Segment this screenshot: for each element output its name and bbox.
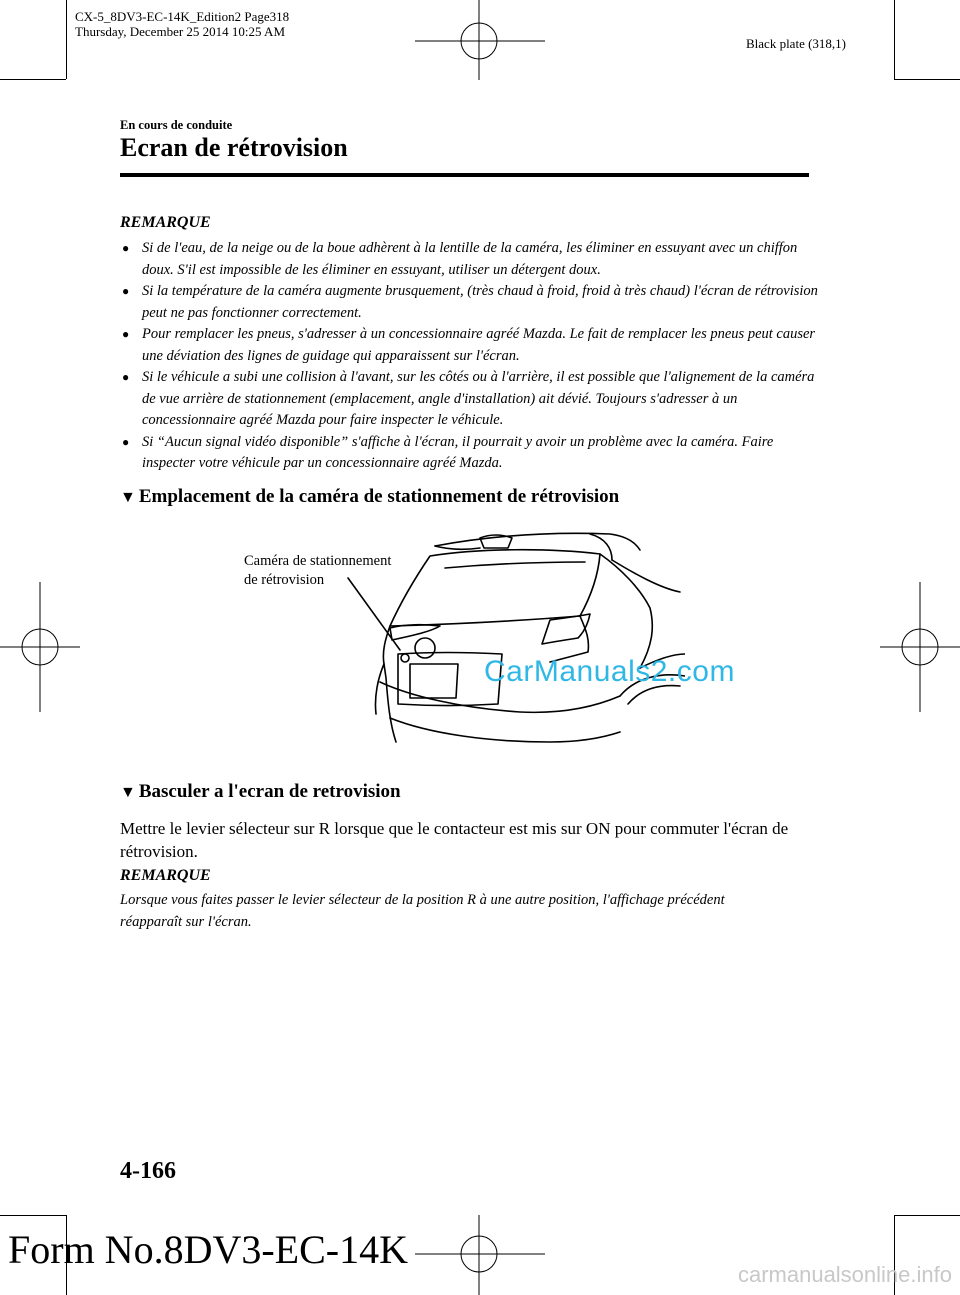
registration-mark-bottom [415, 1215, 545, 1295]
note-heading: REMARQUE [120, 867, 211, 884]
list-item-text: Si la température de la caméra augmente brusquement, (très chaud à froid, froid à très chaud) l'écran de rétrovision peut ne pas fonctionner correctement. [142, 283, 818, 321]
crop-mark [0, 79, 66, 80]
watermark-footer: carmanualsonline.info [737, 1262, 952, 1287]
list-item-text: Si “Aucun signal vidéo disponible” s'affiche à l'écran, il pourrait y avoir un problème avec la caméra. Faire inspecter votre véhicule par un concessionnaire agréé Mazda. [142, 433, 774, 471]
file-line: CX-5_8DV3-EC-14K_Edition2 Page318 [75, 9, 290, 24]
bullet-icon: ● [122, 241, 130, 255]
bullet-icon: ● [122, 370, 130, 384]
note-text: Lorsque vous faites passer le levier sélecteur de la position R à une autre position, l'affichage précédent réapparaît sur l'écran. [120, 892, 725, 930]
plate-label: Black plate (318,1) [746, 36, 846, 51]
file-info [75, 9, 289, 39]
list-item-text: Si le véhicule a subi une collision à l'avant, sur les côtés ou à l'arrière, il est possible que l'alignement de la caméra de vue arrière de stationnement (emplacement, angle d'installation) ait dévié. Toujours s'adresser à un concessionnaire agréé Mazda pour faire inspecter le véhicule. [142, 369, 815, 428]
section-label: En cours de conduite [120, 118, 233, 132]
form-number: Form No.8DV3-EC-14K [8, 1227, 408, 1272]
note-heading: REMARQUE [120, 214, 211, 231]
callout-line-1: Caméra de stationnement [244, 553, 392, 569]
bullet-icon: ● [122, 327, 130, 341]
registration-mark-top [415, 0, 545, 80]
heading-text: Basculer a l'ecran de retrovision [138, 781, 401, 802]
list-item [120, 432, 820, 475]
list-item-text: Pour remplacer les pneus, s'adresser à un concessionnaire agréé Mazda. Le fait de remplacer les pneus peut causer une déviation des lignes de guidage qui apparaissent sur l'écran. [142, 326, 816, 364]
heading-camera-location [120, 486, 619, 508]
body-paragraph: Mettre le levier sélecteur sur R lorsque que le contacteur est mis sur ON pour commuter l'écran de rétrovision. [120, 819, 789, 861]
list-item [120, 238, 820, 281]
list-item-text: Si de l'eau, de la neige ou de la boue adhèrent à la lentille de la caméra, les éliminer en essuyant avec un chiffon doux. S'il est impossible de les éliminer en essuyant, utiliser un détergent doux. [142, 240, 798, 278]
car-rear-illustration [240, 528, 685, 760]
date-line: Thursday, December 25 2014 10:25 AM [75, 24, 286, 39]
title-rule [120, 173, 809, 177]
list-item [120, 281, 820, 324]
list-item [120, 324, 820, 367]
registration-mark-left [0, 582, 80, 712]
crop-mark [0, 1215, 66, 1216]
crop-mark [894, 79, 960, 80]
page-number: 4-166 [120, 1158, 176, 1184]
crop-mark [894, 0, 895, 79]
list-item [120, 367, 820, 432]
crop-mark [894, 1215, 960, 1216]
bullet-icon: ● [122, 284, 130, 298]
page-title: Ecran de rétrovision [120, 133, 348, 162]
heading-switch [120, 781, 401, 803]
triangle-marker-icon: ▼ [120, 784, 136, 801]
note-list [120, 238, 820, 475]
callout-line-2: de rétrovision [244, 572, 325, 588]
crop-mark [66, 0, 67, 79]
watermark-logo: CarManuals2.com [484, 655, 735, 688]
heading-text: Emplacement de la caméra de stationnement de rétrovision [138, 486, 620, 507]
bullet-icon: ● [122, 434, 130, 449]
triangle-marker-icon: ▼ [120, 489, 136, 506]
registration-mark-right [880, 582, 960, 712]
